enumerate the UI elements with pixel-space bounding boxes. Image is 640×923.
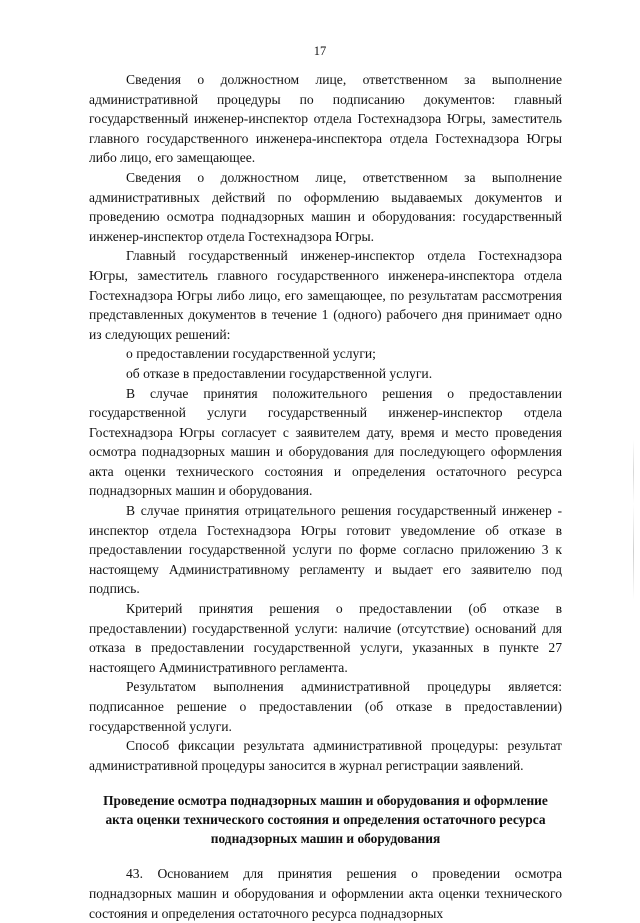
scan-edge-mark <box>633 440 634 600</box>
paragraph-procedure-result: Результатом выполнения административной процедуры является: подписанное решение о предоставлении (об отказе в предоставлении) государственной услуги. <box>89 679 562 734</box>
paragraph-responsible-inspection: Сведения о должностном лице, ответственном за выполнение административных действий по оформлению выдаваемых документов и проведению осмотра поднадзорных машин и оборудования: государственный инженер-инспектор отдела Гостехнадзора Югры. <box>89 169 562 244</box>
paragraph-result-recording: Способ фиксации результата административной процедуры: результат административной процедуры заносится в журнал регистрации заявлений. <box>89 738 562 773</box>
paragraph-decision-options: Главный государственный инженер-инспектор отдела Гостехнадзора Югры, заместитель главного государственного инженера-инспектора отдела Гостехнадзора Югры либо лицо, его замещающее, по результатам рассмотрения представленных документов в течение 1 (одного) рабочего дня принимает одно из следующих решений: <box>89 248 562 342</box>
paragraph-positive-decision: В случае принятия положительного решения о предоставлении государственной услуги государственный инженер-инспектор отдела Гостехнадзора Югры согласует с заявителем дату, время и место проведения осмотра поднадзорных машин и оборудования для последующего оформления акта оценки технического состояния и определения остаточного ресурса поднадзорных машин и оборудования. <box>89 385 562 499</box>
paragraph-negative-decision: В случае принятия отрицательного решения государственный инженер - инспектор отдела Гостехнадзора Югры готовит уведомление об отказе в предоставлении государственной услуги по форме согласно приложению 3 к настоящему Административному регламенту и выдает его заявителю под подпись. <box>89 503 562 597</box>
paragraph-43: 43. Основанием для принятия решения о проведении осмотра поднадзорных машин и оборудования и оформлении акта оценки технического состояния и определения остаточного ресурса поднадзорных <box>89 866 562 921</box>
section-heading: Проведение осмотра поднадзорных машин и оборудования и оформление акта оценки технического состояния и определения остаточного ресурса поднадзорных машин и оборудования <box>103 793 548 847</box>
page-number: 17 <box>313 44 327 58</box>
paragraph-responsible-signing: Сведения о должностном лице, ответственном за выполнение административной процедуры по подписанию документов: главный государственный инженер-инспектор отдела Гостехнадзора Югры, заместитель главного государственного инженера-инспектора отдела Гостехнадзора Югры либо лицо, его замещающее. <box>89 72 562 166</box>
paragraph-option-refuse: об отказе в предоставлении государственной услуги. <box>126 365 433 381</box>
document-body <box>89 70 562 923</box>
paragraph-decision-criterion: Критерий принятия решения о предоставлении (об отказе в предоставлении) государственной услуги: наличие (отсутствие) оснований для отказа в предоставлении государственной услуги, указанных в пункте 27 настоящего Административного регламента. <box>89 601 562 675</box>
paragraph-option-grant: о предоставлении государственной услуги; <box>126 346 376 362</box>
